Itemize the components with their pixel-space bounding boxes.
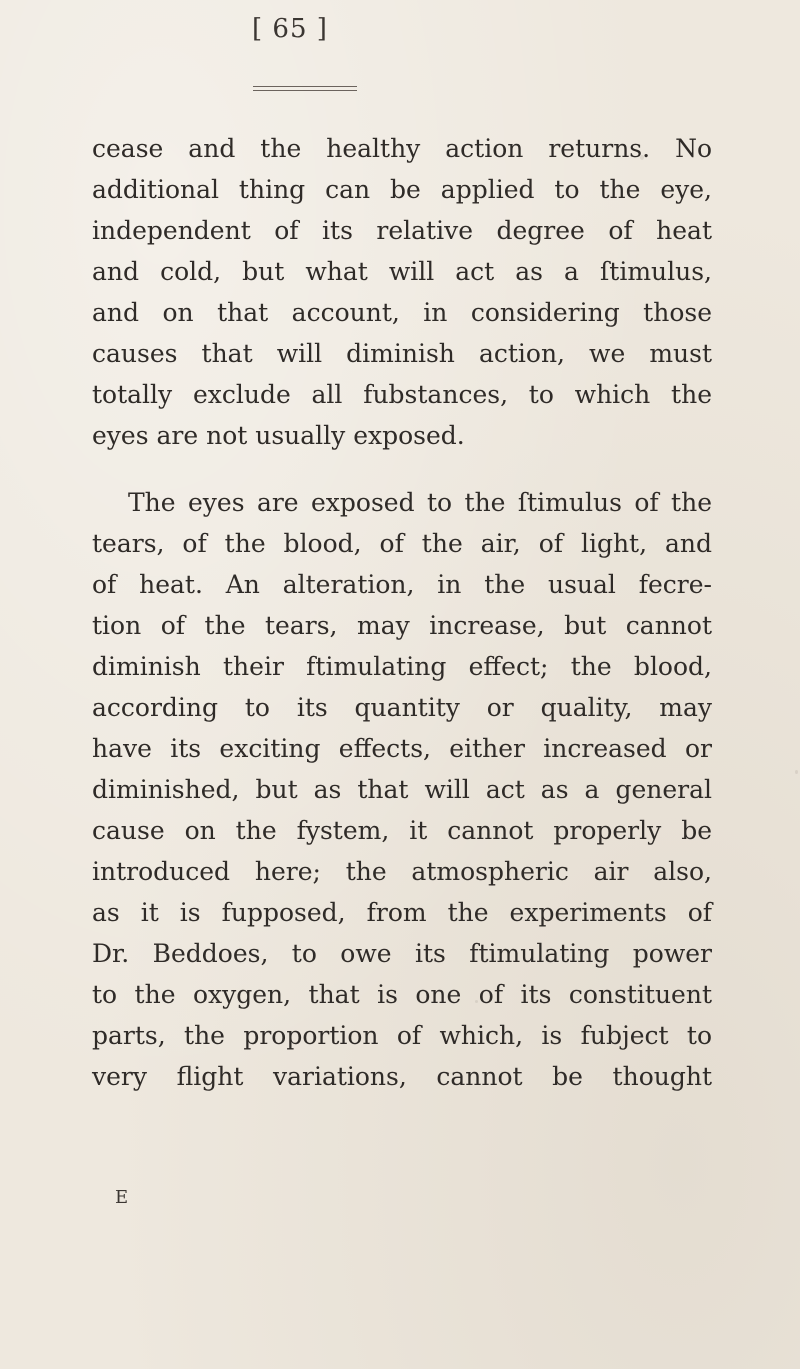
text-line: as it is fupposed, from the experiments of: [92, 898, 712, 927]
text-line: tears, of the blood, of the air, of light, and: [92, 529, 712, 558]
paragraph-1: [92, 128, 712, 456]
header-rule: [253, 86, 357, 96]
text-line: introduced here; the atmospheric air also,: [92, 857, 712, 886]
body-text: [92, 128, 712, 1097]
text-line: cease and the healthy action returns. No: [92, 134, 712, 163]
text-line: independent of its relative degree of heat: [92, 216, 712, 245]
text-line: diminish their ftimulating effect; the blood,: [92, 652, 712, 681]
text-line: totally exclude all fubstances, to which the: [92, 380, 712, 409]
text-line: tion of the tears, may increase, but cannot: [92, 611, 712, 640]
text-line: additional thing can be applied to the eye,: [92, 175, 712, 204]
text-line: eyes are not usually exposed.: [92, 421, 465, 450]
text-line: cause on the fystem, it cannot properly be: [92, 816, 712, 845]
signature-mark: E: [115, 1187, 129, 1208]
text-line: diminished, but as that will act as a general: [92, 775, 712, 804]
paragraph-2: [92, 482, 712, 1097]
text-line: according to its quantity or quality, may: [92, 693, 712, 722]
text-line: to the oxygen, that is one of its constituent: [92, 980, 712, 1009]
text-line: very flight variations, cannot be thought: [92, 1062, 712, 1091]
paper-spot: [795, 770, 798, 774]
text-line: The eyes are exposed to the ſtimulus of the: [128, 488, 712, 517]
text-line: causes that will diminish action, we must: [92, 339, 712, 368]
paragraph-gap: [92, 456, 712, 482]
text-line: have its exciting effects, either increased or: [92, 734, 712, 763]
text-line: and on that account, in considering those: [92, 298, 712, 327]
text-line: of heat. An alteration, in the usual fecre-: [92, 570, 712, 599]
text-line: and cold, but what will act as a ſtimulus,: [92, 257, 712, 286]
text-line: Dr. Beddoes, to owe its ftimulating power: [92, 939, 712, 968]
page-number: [ 65 ]: [252, 14, 328, 44]
text-line: parts, the proportion of which, is fubject to: [92, 1021, 712, 1050]
